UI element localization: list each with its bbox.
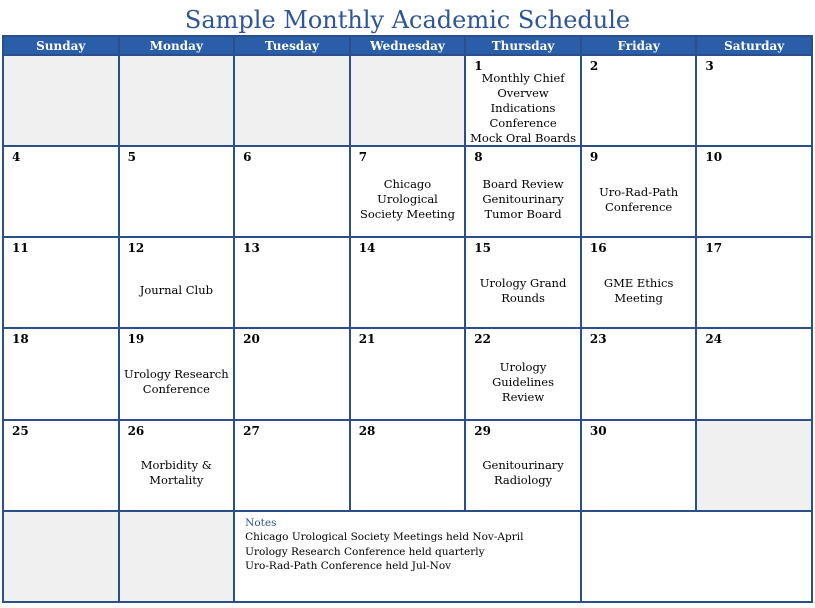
calendar-day-26[interactable] — [120, 421, 234, 510]
calendar-day-25[interactable] — [4, 421, 118, 510]
calendar-cell-empty — [697, 421, 811, 510]
event-line: GME Ethics Meeting — [603, 275, 674, 305]
day-number: 30 — [589, 423, 607, 438]
calendar-day-15[interactable] — [466, 238, 580, 327]
day-number: 20 — [243, 332, 260, 347]
calendar-day-6[interactable] — [235, 147, 349, 236]
event-line: Indications — [490, 101, 556, 115]
event-line: Conference — [605, 199, 673, 214]
day-number: 12 — [127, 241, 145, 256]
day-number: 16 — [589, 241, 607, 256]
calendar-day-29[interactable] — [466, 421, 580, 510]
event-text — [466, 71, 580, 145]
day-number: 1 — [474, 59, 483, 73]
day-header-monday: Monday — [120, 37, 234, 54]
calendar-day-12[interactable] — [120, 238, 234, 327]
day-number: 7 — [358, 150, 368, 165]
event-line: Uro-Rad-Path — [599, 184, 679, 199]
event-line: Radiology — [493, 473, 553, 488]
event-line: Journal Club — [139, 283, 213, 298]
day-number: 28 — [358, 423, 376, 438]
day-number: 19 — [127, 332, 145, 347]
event-line: Urology Research — [124, 367, 229, 382]
event-text — [466, 437, 580, 510]
event-line: Monthly Chief — [481, 71, 565, 85]
event-line: Conference — [142, 382, 210, 397]
calendar-day-4[interactable] — [4, 147, 118, 236]
day-number: 29 — [474, 423, 491, 438]
calendar-cell-blank — [582, 512, 811, 601]
calendar-day-16[interactable] — [582, 238, 696, 327]
event-text — [120, 345, 234, 418]
notes-heading: Notes — [245, 516, 277, 529]
calendar-day-1[interactable] — [466, 56, 580, 145]
event-line: Mortality — [149, 473, 204, 488]
day-number: 5 — [127, 150, 136, 165]
calendar-day-19[interactable] — [120, 329, 234, 418]
notes-box — [235, 512, 580, 601]
event-text — [351, 163, 465, 236]
calendar-cell-empty — [4, 56, 118, 145]
calendar-day-13[interactable] — [235, 238, 349, 327]
day-number: 13 — [243, 241, 260, 256]
calendar-day-18[interactable] — [4, 329, 118, 418]
day-number: 2 — [589, 59, 599, 73]
calendar-day-5[interactable] — [120, 147, 234, 236]
calendar-day-22[interactable] — [466, 329, 580, 418]
event-text — [582, 254, 696, 327]
calendar-day-30[interactable] — [582, 421, 696, 510]
event-text — [120, 254, 234, 327]
event-line: Conference — [489, 116, 557, 130]
event-text — [120, 437, 234, 510]
event-line: Chicago Urological — [377, 177, 438, 207]
calendar-day-2[interactable] — [582, 56, 696, 145]
day-number: 21 — [358, 332, 376, 347]
event-line: Overvew — [497, 86, 549, 100]
day-number: 17 — [705, 241, 723, 256]
page-title: Sample Monthly Academic Schedule — [184, 6, 631, 34]
day-number: 26 — [127, 423, 145, 438]
event-line: Mock Oral Boards — [470, 131, 576, 145]
event-line: Genitourinary — [482, 458, 564, 473]
calendar-day-9[interactable] — [582, 147, 696, 236]
day-header-wednesday: Wednesday — [351, 37, 465, 54]
calendar-day-27[interactable] — [235, 421, 349, 510]
day-number: 27 — [243, 423, 260, 438]
calendar-cell-empty — [120, 512, 234, 601]
day-number: 24 — [705, 332, 723, 347]
event-text — [466, 345, 580, 418]
calendar-day-10[interactable] — [697, 147, 811, 236]
calendar-cell-empty — [120, 56, 234, 145]
calendar-cell-empty — [4, 512, 118, 601]
calendar-day-23[interactable] — [582, 329, 696, 418]
event-line: Rounds — [501, 290, 545, 305]
event-line: Review — [501, 389, 545, 404]
calendar-day-17[interactable] — [697, 238, 811, 327]
calendar-grid — [2, 35, 813, 603]
calendar-day-3[interactable] — [697, 56, 811, 145]
calendar-day-14[interactable] — [351, 238, 465, 327]
day-number: 14 — [358, 241, 376, 256]
day-header-tuesday: Tuesday — [235, 37, 349, 54]
event-line: Urology Grand — [479, 275, 567, 290]
day-number: 6 — [243, 150, 252, 165]
day-header-sunday: Sunday — [4, 37, 118, 54]
day-number: 3 — [705, 59, 714, 73]
notes-line: Chicago Urological Society Meetings held Nov-April — [245, 531, 524, 544]
event-line: Urology Guidelines — [492, 359, 555, 389]
calendar-day-8[interactable] — [466, 147, 580, 236]
day-header-saturday: Saturday — [697, 37, 811, 54]
event-line: Genitourinary — [482, 192, 564, 207]
calendar-cell-empty — [235, 56, 349, 145]
event-line: Tumor Board — [484, 207, 562, 222]
day-number: 18 — [12, 332, 29, 347]
notes-line: Urology Research Conference held quarterly — [245, 545, 485, 558]
day-number: 25 — [12, 423, 29, 438]
calendar-day-24[interactable] — [697, 329, 811, 418]
day-header-thursday: Thursday — [466, 37, 580, 54]
event-text — [582, 163, 696, 236]
day-number: 8 — [474, 150, 483, 165]
calendar-day-28[interactable] — [351, 421, 465, 510]
day-number: 23 — [589, 332, 607, 347]
day-number: 10 — [705, 150, 723, 165]
event-line: Morbidity & — [140, 458, 212, 473]
calendar-day-21[interactable] — [351, 329, 465, 418]
event-line: Board Review — [482, 177, 564, 192]
day-number: 4 — [12, 150, 21, 165]
calendar-day-7[interactable] — [351, 147, 465, 236]
event-text — [466, 254, 580, 327]
calendar-cell-empty — [351, 56, 465, 145]
day-number: 15 — [474, 241, 491, 256]
event-line: Society Meeting — [360, 207, 455, 222]
event-text — [466, 163, 580, 236]
day-number: 11 — [12, 241, 29, 256]
calendar-day-11[interactable] — [4, 238, 118, 327]
calendar-day-20[interactable] — [235, 329, 349, 418]
notes-line: Uro-Rad-Path Conference held Jul-Nov — [245, 560, 452, 573]
day-header-friday: Friday — [582, 37, 696, 54]
day-number: 22 — [474, 332, 491, 347]
day-number: 9 — [589, 150, 599, 165]
